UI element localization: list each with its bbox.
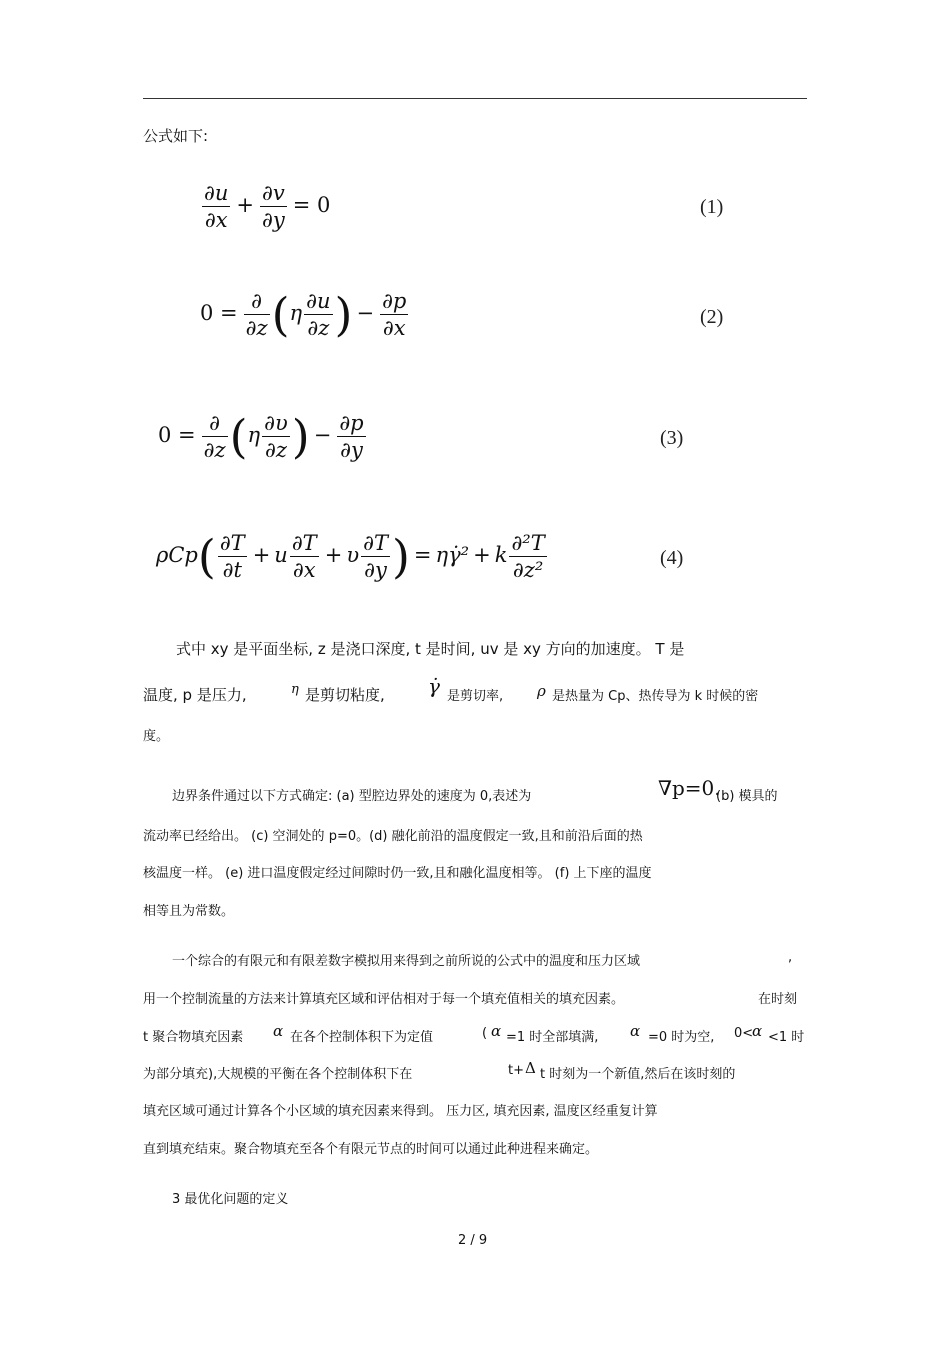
para3-line1: 一个综合的有限元和有限差数字模拟用来得到之前所说的公式中的温度和压力区域 xyxy=(172,954,641,969)
equation-1: $\frac{\partial u}{\partial x}$ + $\frac{\partial v}{\partial y}$ = 0 xyxy=(204,181,331,232)
para2-line1a: 边界条件通过以下方式确定: (a) 型腔边界处的速度为 0,表述为 xyxy=(172,789,532,804)
para3-line4a: 为部分填充),大规模的平衡在各个控制体积下在 xyxy=(143,1067,413,1082)
para2-line4: 相等且为常数。 xyxy=(143,904,235,919)
para3-line2: 用一个控制流量的方法来计算填充区域和评估相对于每一个填充值相关的填充因素。 xyxy=(143,992,625,1007)
gamma-dot-symbol: γ̇ xyxy=(428,674,440,698)
para3-line5: 填充区域可通过计算各个小区域的填充因素来得到。 压力区, 填充因素, 温度区经重复计算 xyxy=(143,1104,658,1119)
grad-p-formula: ∇p=0. xyxy=(658,776,721,800)
alpha-symbol-1: α xyxy=(273,1022,284,1040)
equation-1-number: (1) xyxy=(700,196,724,218)
equation-2: 0 = $\frac{\partial}{\partial z}$ (η $\frac{\partial u}{\partial z}$ ) − $\frac{\partial p}{\partial x}$ xyxy=(200,287,407,342)
equation-3: 0 = $\frac{\partial}{\partial z}$ (η $\frac{\partial\upsilon}{\partial z}$ ) − $\frac{\partial p}{\partial y}$ xyxy=(158,409,364,464)
para3-line4c: t 时刻为一个新值,然后在该时刻的 xyxy=(540,1067,736,1082)
equation-4-number: (4) xyxy=(660,547,684,569)
alpha-symbol-3: α xyxy=(630,1022,641,1040)
para2-line3: 核温度一样。 (e) 进口温度假定经过间隙时仍一致,且和融化温度相等。 (f) 上下座的温度 xyxy=(143,866,652,881)
page-number: 2 / 9 xyxy=(458,1233,488,1248)
intro-text: 公式如下: xyxy=(143,127,209,145)
equation-2-number: (2) xyxy=(700,306,724,328)
para3-line3a: t 聚合物填充因素 xyxy=(143,1030,244,1045)
para1-line3: 度。 xyxy=(143,729,170,744)
eta-symbol: η xyxy=(291,682,299,697)
para3-line3b: 在各个控制体积下为定值 xyxy=(290,1030,434,1045)
alpha-symbol-4: α xyxy=(752,1022,763,1040)
para3-line3g: <1 时 xyxy=(768,1030,805,1045)
delta-symbol: Δ xyxy=(525,1059,536,1077)
para1-line2a: 温度, p 是压力, xyxy=(143,686,247,704)
para3-line3c: ( xyxy=(482,1026,488,1041)
para2-line1b: (b) 模具的 xyxy=(716,789,778,804)
para3-line3d: =1 时全部填满, xyxy=(506,1030,599,1045)
para1-line2c: 是剪切率, xyxy=(447,689,504,704)
para3-line3f: 0< xyxy=(734,1026,754,1041)
alpha-symbol-2: α xyxy=(491,1022,502,1040)
para1-line1: 式中 xy 是平面坐标, z 是浇口深度, t 是时间, uv 是 xy 方向的加速度。 T 是 xyxy=(176,640,685,658)
para3-line6: 直到填充结束。聚合物填充至各个有限元节点的时间可以通过此种进程来确定。 xyxy=(143,1142,599,1157)
header-rule xyxy=(143,98,807,99)
para1-line2d: 是热量为 Cp、热传导为 k 时候的密 xyxy=(552,689,759,704)
para3-line3e: =0 时为空, xyxy=(648,1030,715,1045)
equation-3-number: (3) xyxy=(660,427,684,449)
rho-symbol: ρ xyxy=(537,682,546,700)
para2-line2: 流动率已经给出。 (c) 空洞处的 p=0。(d) 融化前沿的温度假定一致,且和前沿后面的热 xyxy=(143,829,643,844)
para3-line2-end: 在时刻 xyxy=(758,992,798,1007)
para3-line4b: t+ xyxy=(508,1063,524,1078)
para3-line1-comma: , xyxy=(788,950,793,965)
para1-line2b: 是剪切粘度, xyxy=(305,686,385,704)
section-heading: 3 最优化问题的定义 xyxy=(172,1192,289,1207)
equation-4: ρCp( $\frac{\partial T}{\partial t}$ + u $\frac{\partial T}{\partial x}$ + υ $\frac{\partial T}{\partial y}$ ) = ηγ̇² + k $\frac{\text{∂²T}}{\text{∂z²}}$ xyxy=(156,529,545,584)
